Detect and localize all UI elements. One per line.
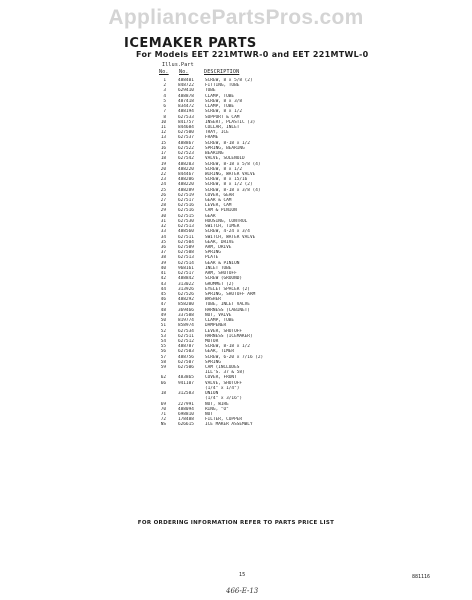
part-description: ILL'S. 37 & 58) <box>205 370 245 376</box>
part-number: 369466 <box>178 307 194 313</box>
illustration-number: 1 <box>163 78 166 83</box>
part-number: 627517 <box>178 271 194 277</box>
part-description: RING, "O" <box>205 406 229 412</box>
illustration-number: NS <box>160 422 166 428</box>
illustration-number: 30 <box>160 213 166 219</box>
part-description: SCREW, 8-18 x 1/2 <box>205 344 250 350</box>
illustration-number: 53 <box>160 333 166 339</box>
part-description: CAM (INCLUDES <box>205 365 240 371</box>
part-number: 627530 <box>178 218 194 224</box>
part-description: GEAR, DRIVE <box>205 239 235 245</box>
illustration-number: 37 <box>160 250 166 256</box>
column-header-part-no: No. <box>179 69 189 75</box>
part-number: 844684 <box>178 124 194 130</box>
part-number: 627522 <box>178 145 194 151</box>
part-number: 313022 <box>178 281 194 287</box>
part-number: 627509 <box>178 245 194 250</box>
illustration-number: 62 <box>160 375 166 381</box>
part-number: 488756 <box>178 354 194 360</box>
part-description: SCREW, 8-18 x 1/2 <box>205 140 250 146</box>
part-description: FRAME <box>205 135 219 141</box>
part-description: VALVE, SHUTOFF <box>205 380 243 386</box>
part-number: 627507 <box>178 359 194 365</box>
part-description: HARNESS (CABINET) <box>205 307 250 313</box>
part-description: SCREW, 8 x 5/8 (2) <box>205 78 253 83</box>
part-description: SPRING <box>205 359 221 365</box>
part-description: TUBE, INLET VALVE <box>205 302 250 308</box>
part-number: 488401 <box>178 78 194 83</box>
illustration-number: 36 <box>160 245 166 250</box>
part-number: 488194 <box>178 109 194 115</box>
part-number: 848722 <box>178 83 194 89</box>
illustration-number: 27 <box>160 198 166 204</box>
part-number: 312583 <box>178 391 194 397</box>
part-description: (1/4" x 1/4") <box>205 385 240 391</box>
part-description: ARM, SHUTOFF <box>205 271 237 277</box>
illustration-number: 11 <box>160 124 166 130</box>
part-description: UNION <box>205 391 219 397</box>
part-number: 627503 <box>178 349 194 355</box>
illustration-number: 33 <box>160 229 166 235</box>
illustration-number: 38 <box>160 255 166 261</box>
part-description: NUT, WIRE <box>205 401 229 407</box>
illustration-number: 31 <box>160 218 166 224</box>
illustration-number: 18 <box>160 156 166 162</box>
part-number: 627516 <box>178 203 194 209</box>
part-number: 487418 <box>178 98 194 104</box>
part-number: 626615 <box>178 422 194 428</box>
part-description: GROMMET (2) <box>205 281 235 287</box>
illustration-number: 25 <box>160 187 166 193</box>
part-description: SPRING, SHUTOFF ARM <box>205 291 256 297</box>
illustration-number: 6 <box>163 104 166 110</box>
site-watermark: AppliancePartsPros.com <box>108 6 364 29</box>
part-number: 488867 <box>178 140 194 146</box>
part-description: SCREW, 8-18 x 5/8 (4) <box>205 161 261 167</box>
part-description: WIRING, WATER VALVE <box>205 171 256 177</box>
part-number: 627542 <box>178 156 194 162</box>
part-description: PLATE <box>205 255 219 261</box>
part-number: 627526 <box>178 291 194 297</box>
handwritten-note: 466-E-13 <box>226 587 259 595</box>
illustration-number: 58 <box>160 359 166 365</box>
illustration-number: 4 <box>163 93 166 99</box>
part-number: 627534 <box>178 328 194 334</box>
illustration-number: 50 <box>160 318 166 324</box>
illustration-number: 3 <box>163 88 166 94</box>
part-number: 627533 <box>178 114 194 120</box>
illustration-number: 16 <box>160 145 166 151</box>
illustration-number: 70 <box>160 406 166 412</box>
illustration-number: 2 <box>163 83 166 89</box>
illustration-number: 41 <box>160 271 166 277</box>
part-number: 488289 <box>178 187 194 193</box>
part-description: COVER, FRONT <box>205 375 237 381</box>
part-number: 627537 <box>178 135 194 141</box>
part-description: DAMPENER <box>205 323 227 329</box>
part-description: SCREW, 8 x 1/2 <box>205 166 243 172</box>
illustration-number: 7 <box>163 109 166 115</box>
part-description: COVER, GEAR <box>205 192 235 198</box>
part-number: 844467 <box>178 171 194 177</box>
part-number: 627506 <box>178 365 194 371</box>
part-description: GEAR <box>205 213 216 219</box>
part-description: BEARING <box>205 151 224 157</box>
illustration-number: 69 <box>160 401 166 407</box>
illustration-number: 44 <box>160 286 166 292</box>
part-description: GEAR & CAM <box>205 198 232 204</box>
part-number: 488560 <box>178 229 194 235</box>
part-description: (1/4" x 3/16") <box>205 396 243 402</box>
illustration-number: 59 <box>160 365 166 371</box>
illustration-number: 5 <box>163 98 166 104</box>
part-description: FITTING, TUBE <box>205 83 240 89</box>
illustration-number: 28 <box>160 203 166 209</box>
illustration-number: 55 <box>160 344 166 350</box>
illustration-number: 72 <box>160 417 166 423</box>
column-header-illus: Illus. <box>162 62 182 68</box>
part-number: 627519 <box>178 192 194 198</box>
part-description: SPRING <box>205 250 221 256</box>
illustration-number: 10 <box>160 119 166 125</box>
part-description: WASHER <box>205 297 221 303</box>
illustration-number: 47 <box>160 302 166 308</box>
illustration-number: 22 <box>160 171 166 177</box>
part-number: 841757 <box>178 119 194 125</box>
part-number: 627504 <box>178 239 194 245</box>
part-description: CLAMP, TUBE <box>205 318 235 324</box>
illustration-number: 34 <box>160 234 166 240</box>
part-description: LEVER, SHUTOFF <box>205 328 243 334</box>
part-number: 488787 <box>178 344 194 350</box>
part-description: SCREW, 4-24 x 3/4 <box>205 229 250 235</box>
part-number: 488206 <box>178 177 194 183</box>
part-description: SCREW, 8-18 x 3/8 (4) <box>205 187 261 193</box>
part-description: GEAR & PINION <box>205 260 240 266</box>
part-description: INSERT, PLASTIC (3) <box>205 119 256 125</box>
illustration-number: 12 <box>160 130 166 136</box>
part-number: 834472 <box>178 104 194 110</box>
illustration-number: 57 <box>160 354 166 360</box>
part-number: 178488 <box>178 417 194 423</box>
part-description: NUT <box>205 412 213 417</box>
parts-list-row <box>150 422 440 427</box>
part-description: HOUSING, CONTROL <box>205 218 248 224</box>
part-description: SCREW (GROUND) <box>205 276 243 282</box>
part-description: VALVE, SOLENOID <box>205 156 245 162</box>
document-number: 881116 <box>412 574 431 580</box>
column-header-illus-no: No. <box>159 69 169 75</box>
illustration-number: 39 <box>160 260 166 266</box>
part-description: SWITCH, TIMER <box>205 224 240 230</box>
part-description: EYELET SPACER (2) <box>205 286 250 292</box>
part-description: CAM & PINION <box>205 208 237 214</box>
column-header-description: DESCRIPTION <box>204 69 240 75</box>
part-number: 627517 <box>178 198 194 204</box>
part-number: 627523 <box>178 151 194 157</box>
part-description: LEVER, CAM <box>205 203 232 209</box>
part-number: 488220 <box>178 182 194 188</box>
part-description: NUT, VALVE <box>205 312 232 318</box>
part-number: 227991 <box>178 401 194 407</box>
part-number: 337588 <box>178 312 194 318</box>
part-description: SCREW, 6-20 x 7/16 (2) <box>205 354 264 360</box>
part-description: COLLAR, INLET <box>205 124 240 130</box>
parts-list <box>150 78 440 428</box>
part-number: 488094 <box>178 406 194 412</box>
part-number: 627511 <box>178 333 194 339</box>
part-description: SCREW, 8 x 1/2 (2) <box>205 182 253 188</box>
illustration-number: 43 <box>160 281 166 287</box>
page-title: ICEMAKER PARTS <box>124 36 257 51</box>
illustration-number: 48 <box>160 307 166 313</box>
illustration-number: 20 <box>160 166 166 172</box>
illustration-number: 24 <box>160 182 166 188</box>
part-number: 483865 <box>178 375 194 381</box>
part-description: SPRING, BEARING <box>205 145 245 151</box>
part-number: 941107 <box>178 380 194 386</box>
page-subtitle: For Models EET 221MTWR-0 and EET 221MTWL-0 <box>136 50 369 59</box>
part-number: 627513 <box>178 224 194 230</box>
part-description: CLAMP, TUBE <box>205 104 235 110</box>
illustration-number: 40 <box>160 265 166 271</box>
illustration-number: 8 <box>163 114 166 120</box>
illustration-number: 66 <box>160 380 166 386</box>
part-number: 488842 <box>178 276 194 282</box>
part-number: 698810 <box>178 412 194 417</box>
part-description: HARNESS (ICEMAKER) <box>205 333 253 339</box>
illustration-number: 29 <box>160 208 166 214</box>
part-number: 627515 <box>178 213 194 219</box>
illustration-number: 32 <box>160 224 166 230</box>
part-description: SCREW, 8 x 3/8 <box>205 98 243 104</box>
part-description: CLAMP, TUBE <box>205 93 235 99</box>
illustration-number: 17 <box>160 151 166 157</box>
part-description: FILTER, COPPER <box>205 417 243 423</box>
part-number: 858974 <box>178 323 194 329</box>
part-number: 627500 <box>178 130 194 136</box>
part-description: SCREW, 8 x 1/2 <box>205 109 243 115</box>
ordering-note: FOR ORDERING INFORMATION REFER TO PARTS PRICE LIST <box>137 520 335 526</box>
part-description: ARM, DRIVE <box>205 245 232 250</box>
part-number: 627514 <box>178 260 194 266</box>
part-number: 488203 <box>178 161 194 167</box>
illustration-number: 51 <box>160 323 166 329</box>
part-number: 488292 <box>178 297 194 303</box>
part-description: INLET TUBE <box>205 265 232 271</box>
illustration-number: 54 <box>160 338 166 344</box>
part-number: 629410 <box>178 88 194 94</box>
illustration-number: 52 <box>160 328 166 334</box>
part-description: SCREW, 8 x 15/16 <box>205 177 248 183</box>
illustration-number: 46 <box>160 297 166 303</box>
column-header-part: Part <box>181 62 194 68</box>
part-number: 627512 <box>178 338 194 344</box>
part-description: TUBE <box>205 88 216 94</box>
part-number: 627508 <box>178 250 194 256</box>
illustration-number: 42 <box>160 276 166 282</box>
part-number: 819774 <box>178 318 194 324</box>
part-number: 313926 <box>178 286 194 292</box>
illustration-number: 23 <box>160 177 166 183</box>
illustration-number: 49 <box>160 312 166 318</box>
part-number: 627513 <box>178 255 194 261</box>
part-description: SWITCH, WATER VALVE <box>205 234 256 240</box>
part-number: 627516 <box>178 208 194 214</box>
illustration-number: 56 <box>160 349 166 355</box>
illustration-number: 13 <box>160 135 166 141</box>
part-number: 858200 <box>178 302 194 308</box>
part-description: MOTOR <box>205 338 219 344</box>
illustration-number: 45 <box>160 291 166 297</box>
part-description: ICE MAKER ASSEMBLY <box>205 422 253 428</box>
page-number: 15 <box>239 572 246 578</box>
part-number: 968161 <box>178 265 194 271</box>
illustration-number: 18 <box>160 391 166 397</box>
part-number: 488878 <box>178 93 194 99</box>
part-description: TRAY, ICE <box>205 130 229 136</box>
illustration-number: 71 <box>160 412 166 417</box>
illustration-number: 15 <box>160 140 166 146</box>
part-number: 627511 <box>178 234 194 240</box>
illustration-number: 19 <box>160 161 166 167</box>
part-description: GEAR, TIMER <box>205 349 235 355</box>
part-number: 488220 <box>178 166 194 172</box>
part-description: SUPPORT & CAM <box>205 114 240 120</box>
illustration-number: 35 <box>160 239 166 245</box>
illustration-number: 26 <box>160 192 166 198</box>
